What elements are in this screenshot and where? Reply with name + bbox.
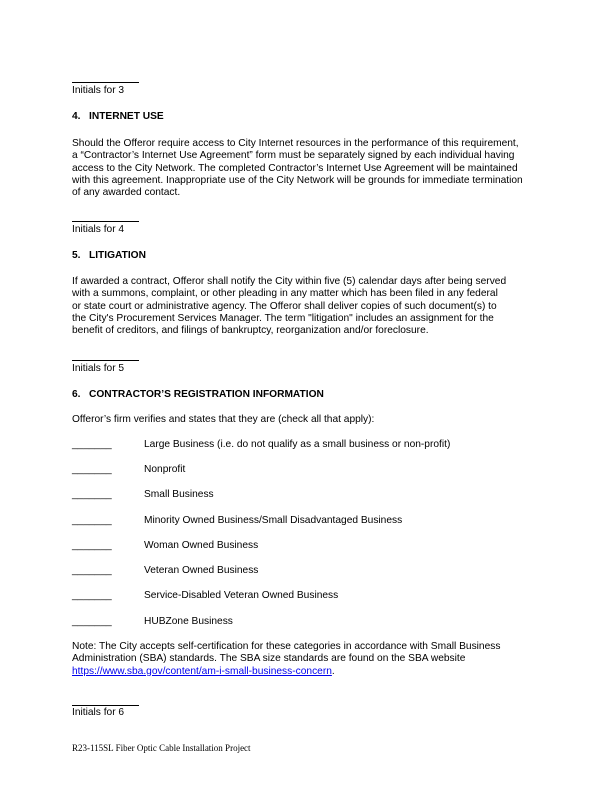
- page-footer: R23-115SL Fiber Optic Cable Installation Project: [72, 743, 251, 753]
- initials-5-label: Initials for 5: [72, 363, 125, 374]
- checklist-label: Large Business (i.e. do not qualify as a small business or non-profit): [144, 439, 451, 450]
- initials-4-blank[interactable]: [72, 221, 139, 222]
- section-5-line: with a summons, complaint, or other pleading in any matter which has been filed in any federal: [72, 288, 498, 300]
- checklist-label: Woman Owned Business: [144, 540, 259, 551]
- note-end: .: [331, 665, 335, 677]
- initials-6-label: Initials for 6: [72, 707, 125, 718]
- section-6-intro: Offeror’s firm verifies and states that they are (check all that apply):: [72, 414, 375, 425]
- section-4-line: Should the Offeror require access to City Internet resources in the performance of this requirement,: [72, 138, 519, 149]
- checklist-item: [72, 489, 542, 502]
- section-5-line: or state court or administrative agency. The Offeror shall deliver copies of such document(s) to: [72, 300, 497, 312]
- checklist-label: Nonprofit: [144, 464, 186, 475]
- note-line: Note: The City accepts self-certification for these categories in accordance with Small Business: [72, 641, 501, 652]
- section-6-number: 6.: [72, 389, 81, 400]
- section-4-title: INTERNET USE: [89, 111, 164, 122]
- checklist-label: Minority Owned Business/Small Disadvantaged Business: [144, 515, 403, 526]
- checklist-blank[interactable]: _______: [72, 565, 112, 576]
- checklist-blank[interactable]: _______: [72, 540, 112, 551]
- section-5-title: LITIGATION: [89, 250, 146, 261]
- checklist-item: [72, 540, 542, 553]
- checklist-blank[interactable]: _______: [72, 464, 112, 475]
- initials-4-label: Initials for 4: [72, 224, 125, 235]
- section-5-line: the City's Procurement Services Manager. The term "litigation" includes an assignment for the: [72, 312, 494, 324]
- section-5-paragraph: [72, 276, 540, 337]
- section-4-number: 4.: [72, 111, 81, 122]
- sba-note: [72, 641, 540, 678]
- checklist-item: [72, 515, 542, 528]
- note-line: Administration (SBA) standards. The SBA size standards are found on the SBA website: [72, 653, 466, 665]
- initials-6-blank[interactable]: [72, 705, 139, 706]
- section-5-line: If awarded a contract, Offeror shall notify the City within five (5) calendar days after being served: [72, 276, 507, 287]
- checklist-label: Veteran Owned Business: [144, 565, 259, 576]
- checklist-item: [72, 565, 542, 578]
- section-5-line: benefit of creditors, and filings of bankruptcy, reorganization and/or foreclosure.: [72, 325, 429, 337]
- checklist-blank[interactable]: _______: [72, 515, 112, 526]
- checklist-item: [72, 464, 542, 477]
- section-6-title: CONTRACTOR’S REGISTRATION INFORMATION: [89, 389, 324, 400]
- checklist-item: [72, 616, 542, 629]
- sba-website-link[interactable]: https://www.sba.gov/content/am-i-small-business-concern: [72, 665, 332, 677]
- section-4-heading: [72, 111, 164, 123]
- checklist-blank[interactable]: _______: [72, 439, 112, 450]
- checklist-label: HUBZone Business: [144, 616, 233, 627]
- checklist-label: Service-Disabled Veteran Owned Business: [144, 590, 339, 601]
- section-4-line: with this agreement. Inappropriate use of the City Network will be grounds for immediate termination: [72, 174, 523, 186]
- checklist-blank[interactable]: _______: [72, 590, 112, 601]
- section-6-heading: [72, 389, 324, 401]
- section-4-paragraph: [72, 138, 540, 199]
- initials-3-blank[interactable]: [72, 82, 139, 83]
- section-4-line: a “Contractor’s Internet Use Agreement” form must be separately signed by each individual having: [72, 150, 515, 162]
- checklist-item: [72, 439, 542, 452]
- checklist-blank[interactable]: _______: [72, 489, 112, 500]
- initials-3-label: Initials for 3: [72, 85, 125, 96]
- checklist-item: [72, 590, 542, 603]
- section-5-heading: [72, 250, 146, 262]
- checklist-label: Small Business: [144, 489, 214, 500]
- initials-5-blank[interactable]: [72, 360, 139, 361]
- section-5-number: 5.: [72, 250, 81, 261]
- checklist-blank[interactable]: _______: [72, 616, 112, 627]
- section-4-line: access to the City Network. The completed Contractor’s Internet Use Agreement will be maintained: [72, 162, 518, 174]
- note-line-last: [72, 666, 540, 678]
- section-4-line: of any awarded contact.: [72, 187, 181, 199]
